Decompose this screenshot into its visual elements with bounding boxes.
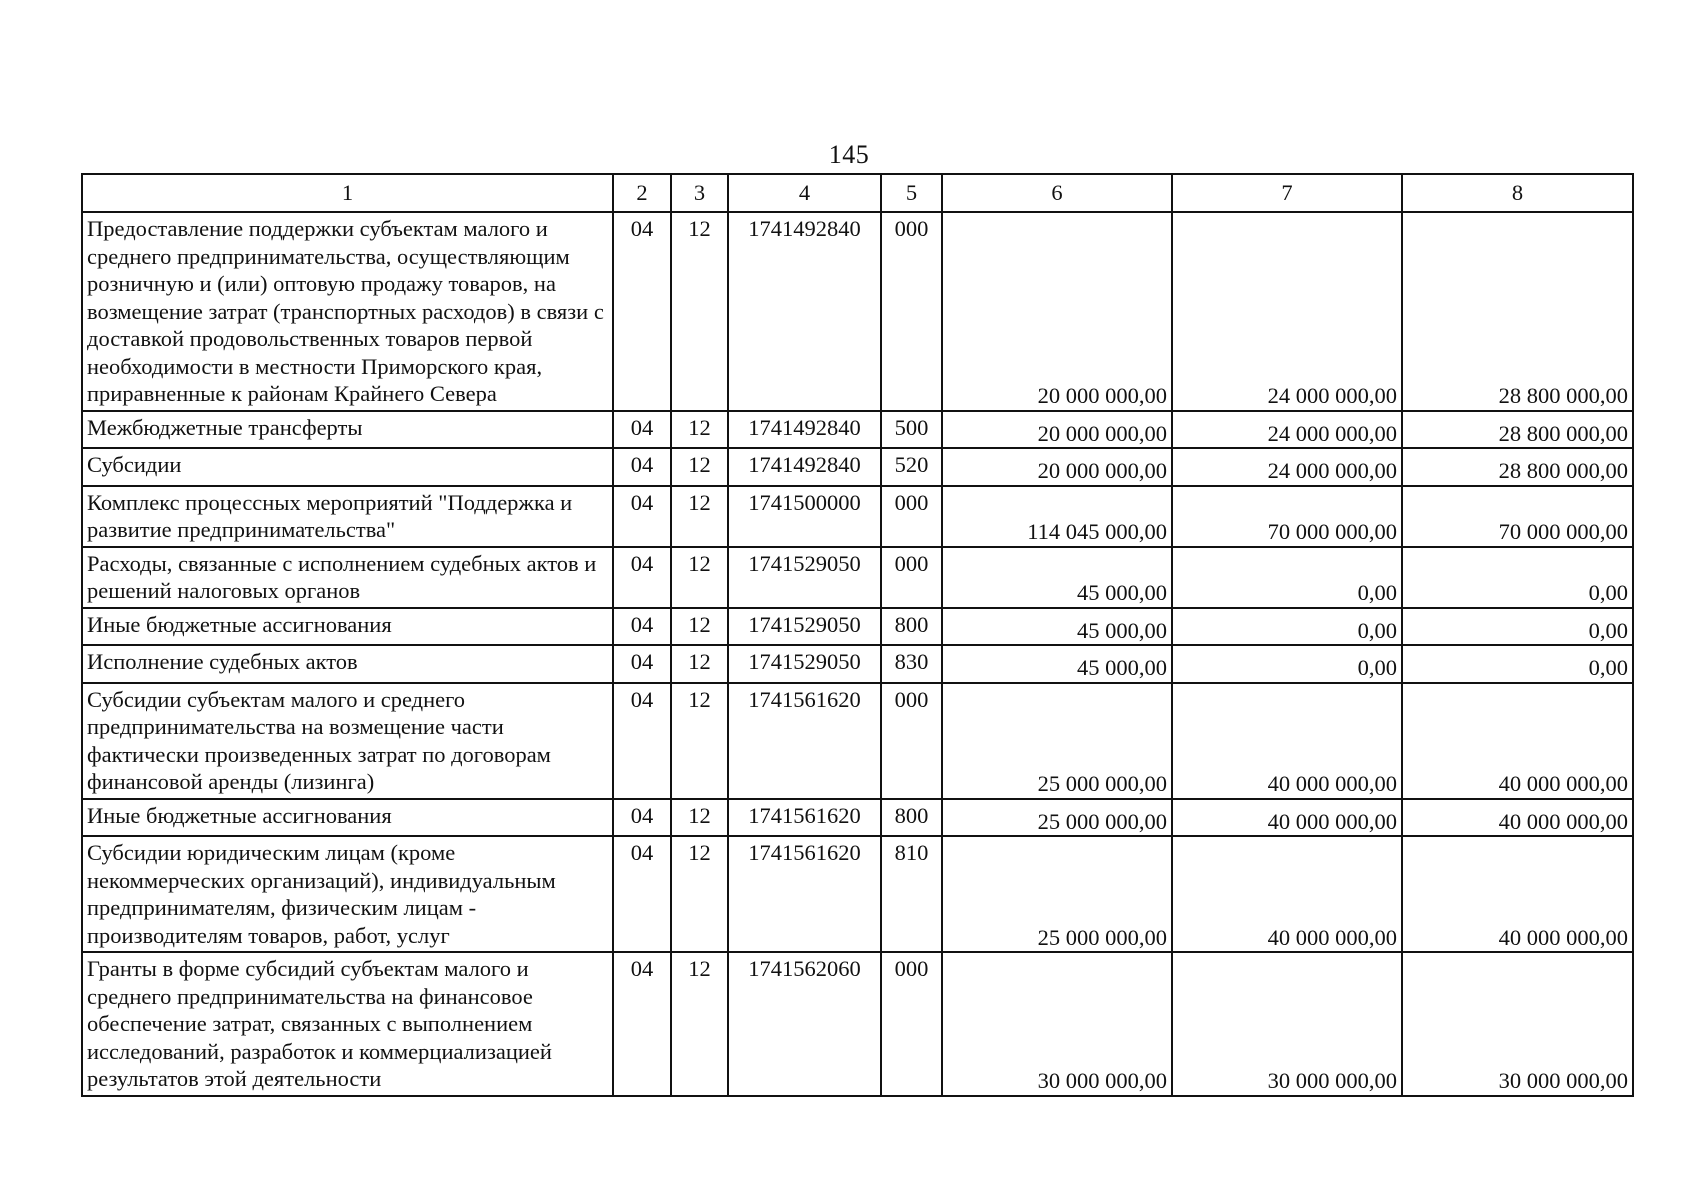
target-article-code: 1741561620 [728, 683, 881, 799]
subsection-code: 12 [671, 952, 728, 1096]
expense-type-code: 000 [881, 952, 942, 1096]
amount-col-8: 0,00 [1402, 645, 1633, 683]
amount-col-7: 40 000 000,00 [1172, 683, 1402, 799]
expense-type-code: 000 [881, 683, 942, 799]
section-code: 04 [613, 645, 671, 683]
subsection-code: 12 [671, 836, 728, 952]
amount-col-6: 30 000 000,00 [942, 952, 1172, 1096]
column-header: 3 [671, 174, 728, 212]
table-row [82, 836, 1633, 952]
target-article-code: 1741562060 [728, 952, 881, 1096]
amount-col-7: 70 000 000,00 [1172, 486, 1402, 547]
expense-name: Субсидии юридическим лицам (кроме некоммерческих организаций), индивидуальным предпринимателям, физическим лицам - производителям товаров, работ, услуг [82, 836, 613, 952]
section-code: 04 [613, 683, 671, 799]
amount-col-7: 40 000 000,00 [1172, 799, 1402, 837]
amount-col-6: 25 000 000,00 [942, 836, 1172, 952]
expense-name: Межбюджетные трансферты [82, 411, 613, 449]
target-article-code: 1741529050 [728, 547, 881, 608]
subsection-code: 12 [671, 608, 728, 646]
expense-type-code: 500 [881, 411, 942, 449]
amount-col-6: 20 000 000,00 [942, 448, 1172, 486]
expense-name: Иные бюджетные ассигнования [82, 608, 613, 646]
expense-type-code: 000 [881, 212, 942, 411]
subsection-code: 12 [671, 486, 728, 547]
expense-type-code: 000 [881, 547, 942, 608]
table-row [82, 799, 1633, 837]
amount-col-8: 70 000 000,00 [1402, 486, 1633, 547]
target-article-code: 1741561620 [728, 836, 881, 952]
table-body [82, 212, 1633, 1096]
amount-col-8: 40 000 000,00 [1402, 799, 1633, 837]
amount-col-6: 25 000 000,00 [942, 799, 1172, 837]
amount-col-7: 0,00 [1172, 608, 1402, 646]
subsection-code: 12 [671, 448, 728, 486]
amount-col-8: 28 800 000,00 [1402, 212, 1633, 411]
expense-name: Предоставление поддержки субъектам малого и среднего предпринимательства, осуществляющим розничную и (или) оптовую продажу товаров, на возмещение затрат (транспортных расходов) в связи с доставкой продовольственных товаров первой необходимости в местности Приморского края, приравненные к районам Крайнего Севера [82, 212, 613, 411]
amount-col-6: 25 000 000,00 [942, 683, 1172, 799]
expense-name: Субсидии [82, 448, 613, 486]
expense-name: Субсидии субъектам малого и среднего предпринимательства на возмещение части фактически произведенных затрат по договорам финансовой аренды (лизинга) [82, 683, 613, 799]
section-code: 04 [613, 486, 671, 547]
table-row [82, 486, 1633, 547]
column-header: 1 [82, 174, 613, 212]
amount-col-7: 40 000 000,00 [1172, 836, 1402, 952]
target-article-code: 1741561620 [728, 799, 881, 837]
subsection-code: 12 [671, 645, 728, 683]
table-row [82, 952, 1633, 1096]
amount-col-7: 0,00 [1172, 645, 1402, 683]
section-code: 04 [613, 952, 671, 1096]
amount-col-8: 28 800 000,00 [1402, 448, 1633, 486]
target-article-code: 1741500000 [728, 486, 881, 547]
table-row [82, 608, 1633, 646]
amount-col-7: 0,00 [1172, 547, 1402, 608]
expense-name: Иные бюджетные ассигнования [82, 799, 613, 837]
table-row [82, 547, 1633, 608]
amount-col-6: 114 045 000,00 [942, 486, 1172, 547]
amount-col-6: 20 000 000,00 [942, 212, 1172, 411]
amount-col-7: 30 000 000,00 [1172, 952, 1402, 1096]
table-row [82, 411, 1633, 449]
table-header [82, 174, 1633, 212]
section-code: 04 [613, 212, 671, 411]
column-header: 5 [881, 174, 942, 212]
amount-col-8: 0,00 [1402, 608, 1633, 646]
expense-type-code: 830 [881, 645, 942, 683]
subsection-code: 12 [671, 212, 728, 411]
column-header: 8 [1402, 174, 1633, 212]
amount-col-8: 28 800 000,00 [1402, 411, 1633, 449]
section-code: 04 [613, 547, 671, 608]
subsection-code: 12 [671, 411, 728, 449]
amount-col-6: 20 000 000,00 [942, 411, 1172, 449]
amount-col-6: 45 000,00 [942, 645, 1172, 683]
subsection-code: 12 [671, 547, 728, 608]
column-header: 4 [728, 174, 881, 212]
column-header: 7 [1172, 174, 1402, 212]
target-article-code: 1741492840 [728, 212, 881, 411]
subsection-code: 12 [671, 683, 728, 799]
section-code: 04 [613, 448, 671, 486]
section-code: 04 [613, 836, 671, 952]
amount-col-8: 0,00 [1402, 547, 1633, 608]
table-row [82, 683, 1633, 799]
table-row [82, 645, 1633, 683]
amount-col-6: 45 000,00 [942, 608, 1172, 646]
section-code: 04 [613, 411, 671, 449]
amount-col-6: 45 000,00 [942, 547, 1172, 608]
subsection-code: 12 [671, 799, 728, 837]
table-row [82, 212, 1633, 411]
page-number: 145 [828, 140, 870, 169]
expense-type-code: 800 [881, 608, 942, 646]
amount-col-8: 40 000 000,00 [1402, 836, 1633, 952]
column-header: 6 [942, 174, 1172, 212]
section-code: 04 [613, 608, 671, 646]
expense-type-code: 520 [881, 448, 942, 486]
table-row [82, 448, 1633, 486]
target-article-code: 1741492840 [728, 448, 881, 486]
amount-col-7: 24 000 000,00 [1172, 411, 1402, 449]
target-article-code: 1741529050 [728, 608, 881, 646]
expense-type-code: 800 [881, 799, 942, 837]
expense-name: Гранты в форме субсидий субъектам малого и среднего предпринимательства на финансовое обеспечение затрат, связанных с выполнением исследований, разработок и коммерциализацией результатов этой деятельности [82, 952, 613, 1096]
expense-name: Расходы, связанные с исполнением судебных актов и решений налоговых органов [82, 547, 613, 608]
amount-col-7: 24 000 000,00 [1172, 448, 1402, 486]
expense-name: Исполнение судебных актов [82, 645, 613, 683]
expense-name: Комплекс процессных мероприятий "Поддержка и развитие предпринимательства" [82, 486, 613, 547]
section-code: 04 [613, 799, 671, 837]
target-article-code: 1741492840 [728, 411, 881, 449]
expense-type-code: 000 [881, 486, 942, 547]
amount-col-7: 24 000 000,00 [1172, 212, 1402, 411]
budget-table [81, 173, 1634, 1097]
target-article-code: 1741529050 [728, 645, 881, 683]
header-row [82, 174, 1633, 212]
column-header: 2 [613, 174, 671, 212]
amount-col-8: 40 000 000,00 [1402, 683, 1633, 799]
amount-col-8: 30 000 000,00 [1402, 952, 1633, 1096]
expense-type-code: 810 [881, 836, 942, 952]
